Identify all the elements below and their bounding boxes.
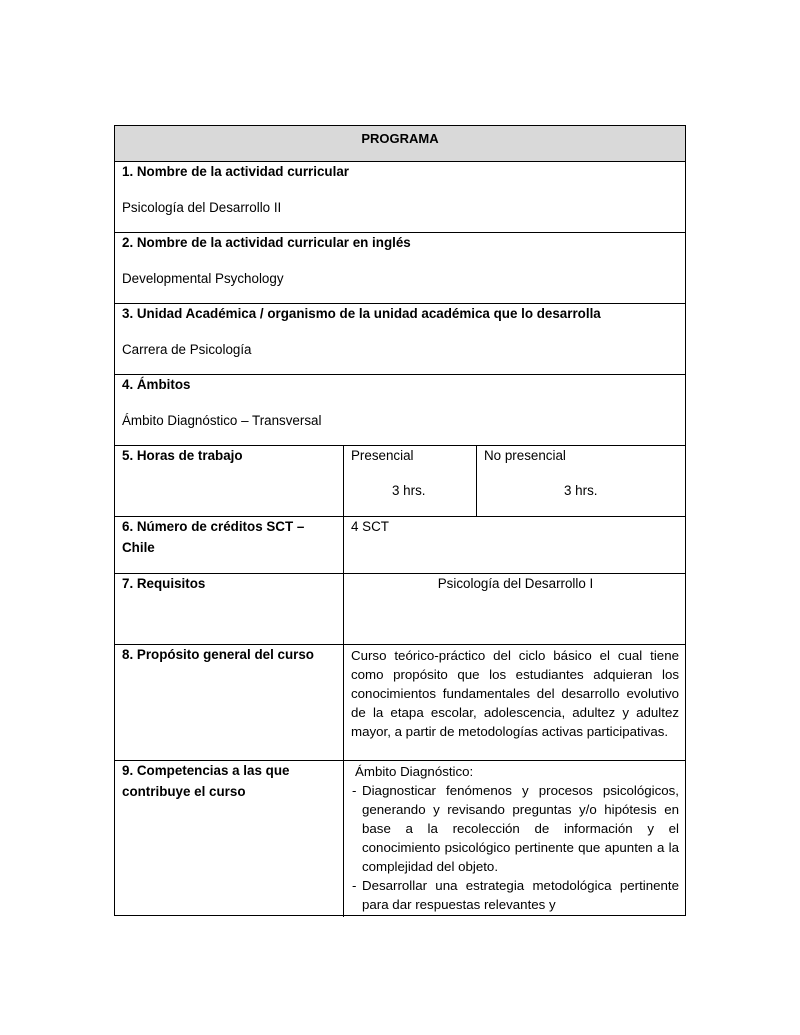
section-requisitos-value: Psicología del Desarrollo I [437,576,594,591]
section-creditos-value: 4 SCT [351,519,389,534]
section-nombre-ingles [115,233,685,304]
section-competencias [115,761,685,917]
dash-bullet: - [352,783,357,798]
column-divider [343,517,344,573]
program-table [114,125,686,916]
table-header [115,126,685,162]
section-nombre-ingles-value: Developmental Psychology [122,271,284,286]
column-divider [343,645,344,760]
section-proposito-label: 8. Propósito general del curso [122,647,314,662]
section-horas [115,446,685,517]
section-nombre-ingles-label: 2. Nombre de la actividad curricular en inglés [122,235,411,250]
column-divider [343,446,344,516]
section-nombre [115,162,685,233]
section-requisitos [115,574,685,645]
dash-bullet: - [352,878,357,893]
section-competencias-label-line2: contribuye el curso [122,784,246,799]
section-competencias-label-line1: 9. Competencias a las que [122,763,290,778]
no-presencial-value: 3 hrs. [564,483,598,498]
section-creditos [115,517,685,574]
competencias-list [352,762,679,914]
section-nombre-value: Psicología del Desarrollo II [122,200,282,215]
section-ambitos-label: 4. Ámbitos [122,377,191,392]
section-horas-label: 5. Horas de trabajo [122,448,243,463]
program-title: PROGRAMA [361,131,439,146]
column-divider [343,761,344,917]
section-proposito [115,645,685,761]
list-item [352,876,679,914]
presencial-value: 3 hrs. [392,483,426,498]
column-divider [476,446,477,516]
no-presencial-label: No presencial [484,448,566,463]
section-nombre-label: 1. Nombre de la actividad curricular [122,164,349,179]
section-ambitos [115,375,685,446]
section-ambitos-value: Ámbito Diagnóstico – Transversal [122,413,322,428]
section-requisitos-label: 7. Requisitos [122,576,206,591]
presencial-label: Presencial [351,448,414,463]
competencias-heading: Ámbito Diagnóstico: [355,764,474,779]
competencia-text: Diagnosticar fenómenos y procesos psicológicos, generando y revisando preguntas y/o hipótesis en base a la recolección de información y el conocimiento psicológico pertinente que apunten a la complejidad del objeto. [362,783,679,874]
list-item [352,781,679,876]
section-creditos-label-line1: 6. Número de créditos SCT – [122,519,305,534]
section-unidad-label: 3. Unidad Académica / organismo de la unidad académica que lo desarrolla [122,306,601,321]
section-proposito-value: Curso teórico-práctico del ciclo básico el cual tiene como propósito que los estudiantes adquieran los conocimientos fundamentales del desarrollo evolutivo de la etapa escolar, adolescencia, adultez y adultez mayor, a partir de metodologías activas participativas. [351,648,679,739]
section-creditos-label-line2: Chile [122,540,155,555]
section-unidad-value: Carrera de Psicología [122,342,252,357]
section-unidad-academica [115,304,685,375]
competencia-text: Desarrollar una estrategia metodológica pertinente para dar respuestas relevantes y [362,878,679,912]
